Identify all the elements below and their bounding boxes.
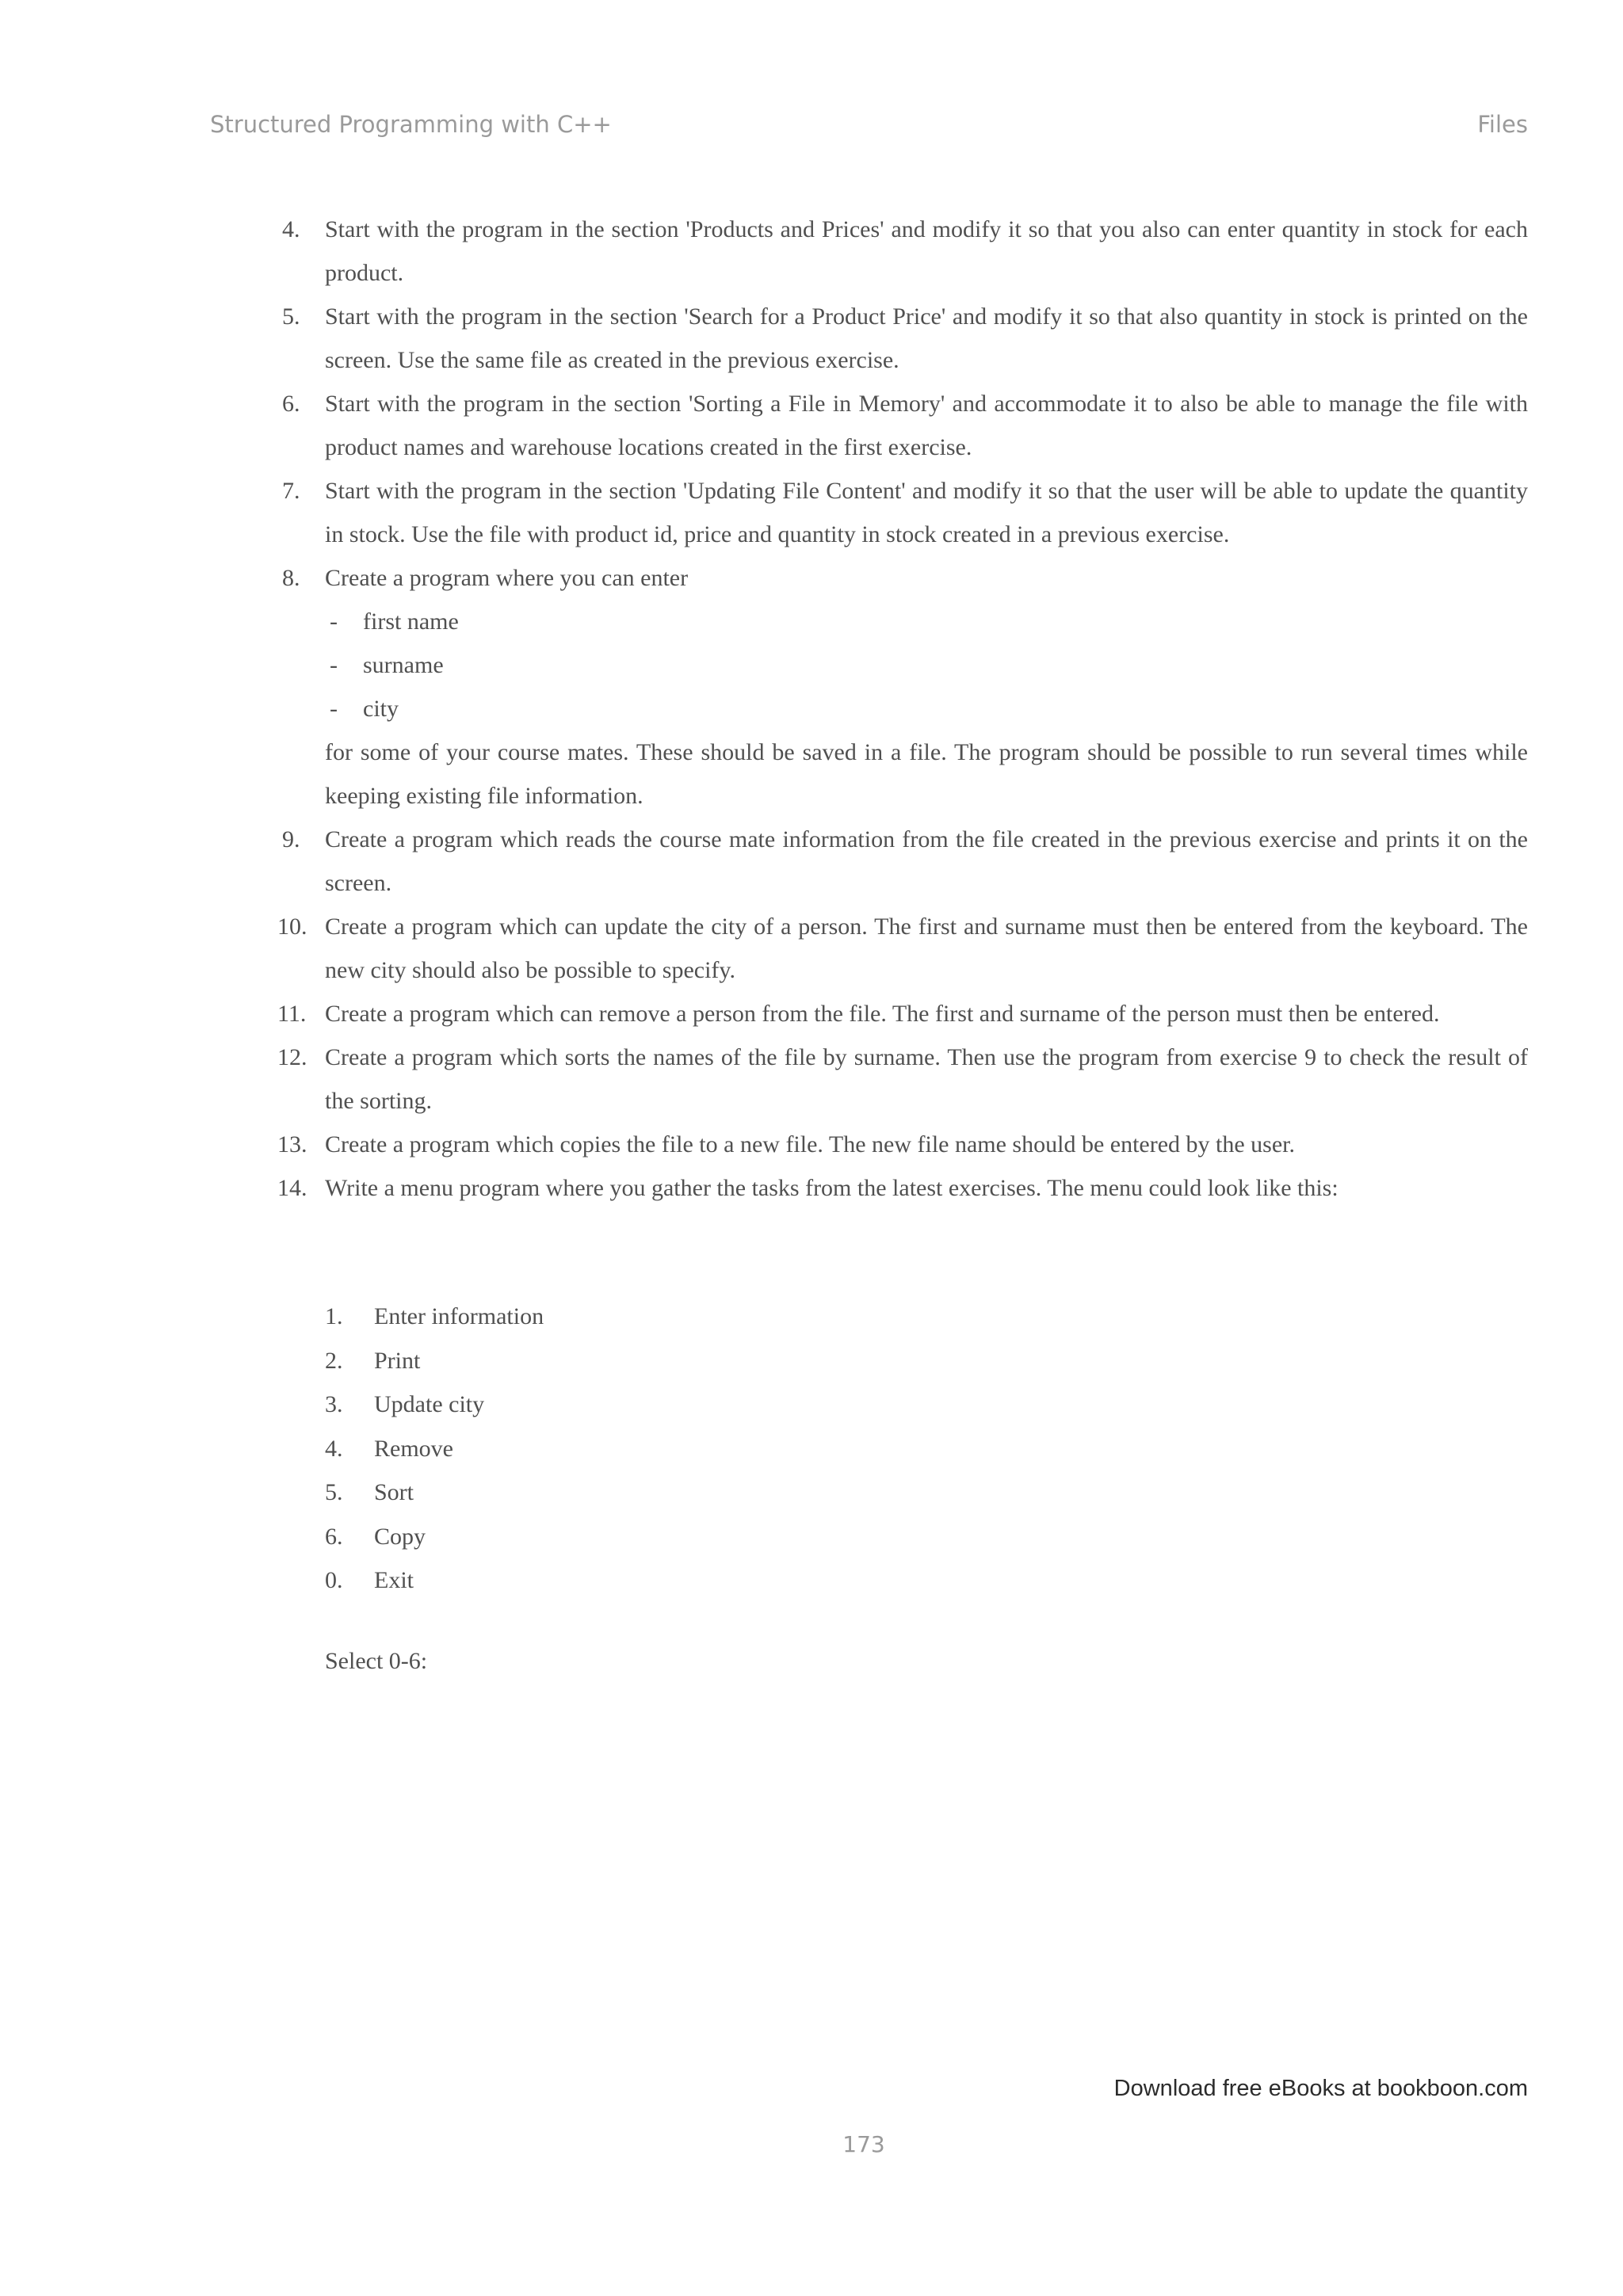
- menu-example-item: [325, 1339, 544, 1383]
- exercise-text-continued: for some of your course mates. These should be saved in a file. The program should be possible to run several times while keeping existing file information.: [325, 739, 1528, 809]
- exercise-text: Create a program which can update the city of a person. The first and surname must then be entered from the keyboard. The new city should also be possible to specify.: [325, 913, 1528, 983]
- menu-option-number: 6.: [325, 1523, 343, 1550]
- field-name: surname: [363, 652, 444, 678]
- menu-option-number: 0.: [325, 1567, 343, 1593]
- field-name: city: [363, 696, 399, 722]
- exercise-text: Start with the program in the section 'Products and Prices' and modify it so that you also can enter quantity in stock for each product.: [325, 216, 1528, 286]
- menu-option-number: 2.: [325, 1347, 343, 1374]
- menu-example-item: [325, 1470, 544, 1515]
- exercise-text: Create a program where you can enter: [325, 565, 689, 591]
- exercise-item: [282, 208, 1528, 295]
- menu-option-number: 1.: [325, 1303, 343, 1329]
- exercise-text: Write a menu program where you gather the tasks from the latest exercises. The menu could look like this:: [325, 1175, 1338, 1201]
- exercise-item: [282, 382, 1528, 469]
- exercise-number: 4.: [282, 216, 300, 242]
- exercise-item: [277, 992, 1528, 1035]
- exercise-item: [282, 469, 1528, 556]
- exercise-number: 12.: [277, 1044, 307, 1070]
- menu-select-prompt: Select 0-6:: [325, 1648, 428, 1674]
- field-list-item: [325, 687, 1528, 730]
- bookboon-download-link[interactable]: Download free eBooks at bookboon.com: [1113, 2076, 1528, 2101]
- exercise-item: [277, 905, 1528, 992]
- exercise-number: 11.: [277, 1001, 307, 1027]
- exercise-text: Start with the program in the section 'Search for a Product Price' and modify it so that also quantity in stock is printed on the screen. Use the same file as created in the previous exercise.: [325, 303, 1528, 373]
- menu-example-list: [325, 1295, 544, 1603]
- exercise-number: 8.: [282, 565, 300, 591]
- dash-bullet: -: [330, 696, 338, 722]
- exercise-number: 5.: [282, 303, 300, 330]
- book-title: Structured Programming with C++: [210, 111, 612, 138]
- exercise-text: Create a program which sorts the names of the file by surname. Then use the program from exercise 9 to check the result of the sorting.: [325, 1044, 1528, 1114]
- exercise-number: 7.: [282, 478, 300, 504]
- exercise-list: [277, 208, 1528, 1210]
- menu-option-number: 4.: [325, 1435, 343, 1462]
- chapter-title: Files: [1477, 111, 1528, 138]
- menu-option-label: Enter information: [374, 1303, 544, 1329]
- page-number: 173: [842, 2131, 885, 2157]
- exercise-item: [277, 1166, 1528, 1210]
- page-header: [210, 111, 1528, 146]
- dash-bullet: -: [330, 652, 338, 678]
- exercise-item: [282, 818, 1528, 905]
- exercise-number: 10.: [277, 913, 307, 940]
- exercise-item: [282, 295, 1528, 382]
- exercise-number: 13.: [277, 1131, 307, 1158]
- menu-example-item: [325, 1295, 544, 1339]
- menu-example-item: [325, 1558, 544, 1603]
- menu-example-item: [325, 1383, 544, 1427]
- field-name: first name: [363, 608, 459, 635]
- exercise-item: [277, 1035, 1528, 1123]
- dash-bullet: -: [330, 608, 338, 635]
- exercise-text: Create a program which can remove a person from the file. The first and surname of the person must then be entered.: [325, 1001, 1440, 1027]
- menu-option-label: Remove: [374, 1435, 453, 1462]
- menu-example-item: [325, 1427, 544, 1471]
- menu-option-number: 3.: [325, 1391, 343, 1417]
- field-list-item: [325, 600, 1528, 643]
- exercise-text: Start with the program in the section 'Sorting a File in Memory' and accommodate it to also be able to manage the file with product names and warehouse locations created in the first exercise.: [325, 391, 1528, 460]
- exercise-item: [282, 556, 1528, 818]
- exercise-text: Create a program which copies the file to a new file. The new file name should be entered by the user.: [325, 1131, 1296, 1158]
- field-list: [325, 600, 1528, 730]
- menu-option-label: Copy: [374, 1523, 426, 1550]
- menu-option-label: Exit: [374, 1567, 414, 1593]
- menu-option-label: Sort: [374, 1479, 414, 1505]
- exercise-number: 14.: [277, 1175, 307, 1201]
- exercise-number: 9.: [282, 826, 300, 852]
- menu-option-label: Update city: [374, 1391, 485, 1417]
- menu-example-item: [325, 1515, 544, 1559]
- exercise-number: 6.: [282, 391, 300, 417]
- menu-option-label: Print: [374, 1347, 421, 1374]
- exercise-text: Start with the program in the section 'Updating File Content' and modify it so that the user will be able to update the quantity in stock. Use the file with product id, price and quantity in stock created in a previous exercise.: [325, 478, 1528, 547]
- exercise-item: [277, 1123, 1528, 1166]
- exercise-text: Create a program which reads the course mate information from the file created in the previous exercise and prints it on the screen.: [325, 826, 1528, 896]
- menu-option-number: 5.: [325, 1479, 343, 1505]
- field-list-item: [325, 643, 1528, 687]
